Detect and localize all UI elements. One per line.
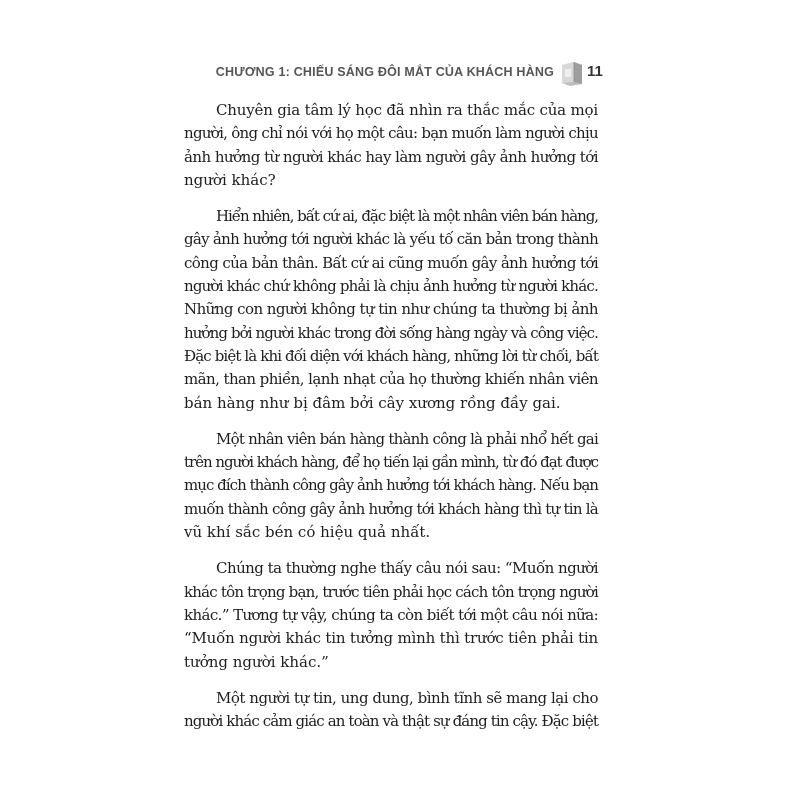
text-line: trên người khách hàng, để họ tiến lại gần mình, từ đó đạt được: [184, 453, 598, 472]
paragraph-1: [184, 99, 598, 192]
text-line: mục đích thành công gây ảnh hưởng tới khách hàng. Nếu bạn: [184, 476, 598, 495]
text-line: tưởng người khác.”: [184, 652, 329, 671]
text-line: ảnh hưởng từ người khác hay làm người gây ảnh hưởng tới: [184, 147, 598, 166]
text-line: muốn thành công gây ảnh hưởng tới khách hàng thì tự tin là: [184, 499, 598, 518]
page-number: 11: [587, 63, 603, 80]
text-line: Những con người không tự tin như chúng ta thường bị ảnh: [184, 300, 598, 319]
text-line: Đặc biệt là khi đối diện với khách hàng, những lời từ chối, bất: [184, 346, 598, 365]
text-line: khác.” Tương tự vậy, chúng ta còn biết tới một câu nói nữa:: [184, 605, 599, 624]
text-line: gây ảnh hưởng tới người khác là yếu tố căn bản trong thành: [184, 230, 599, 249]
text-line: Hiển nhiên, bất cứ ai, đặc biệt là một nhân viên bán hàng,: [216, 207, 598, 226]
paragraph-3: [184, 428, 598, 544]
text-line: khác tôn trọng bạn, trước tiên phải học cách tôn trọng người: [184, 582, 599, 601]
running-header: [0, 62, 790, 86]
body-text: [184, 99, 598, 746]
text-line: bán hàng như bị đâm bởi cây xương rồng đầy gai.: [184, 393, 561, 412]
text-line: “Muốn người khác tin tưởng mình thì trước tiên phải tin: [184, 629, 598, 648]
text-line: Chúng ta thường nghe thấy câu nói sau: “Muốn người: [216, 559, 599, 578]
text-line: vũ khí sắc bén có hiệu quả nhất.: [184, 523, 431, 542]
text-line: công của bản thân. Bất cứ ai cũng muốn gây ảnh hưởng tới: [184, 253, 598, 272]
paragraph-2: [184, 205, 598, 415]
text-line: Một nhân viên bán hàng thành công là phải nhổ hết gai: [216, 429, 599, 448]
book-icon: [560, 60, 584, 86]
text-line: hưởng bởi người khác trong đời sống hàng ngày và công việc.: [184, 323, 598, 342]
chapter-title: CHƯƠNG 1: CHIẾU SÁNG ĐÔI MẮT CỦA KHÁCH HÀNG: [215, 65, 554, 79]
text-line: người khác?: [184, 170, 276, 189]
paragraph-4: [184, 557, 598, 673]
paragraph-5: [184, 687, 598, 734]
text-line: người khác cảm giác an toàn và thật sự đáng tin cậy. Đặc biệt: [184, 712, 598, 731]
text-line: người khác chứ không phải là chịu ảnh hưởng từ người khác.: [184, 277, 598, 296]
text-line: Một người tự tin, ung dung, bình tĩnh sẽ mang lại cho: [216, 688, 598, 707]
text-line: mãn, than phiền, lạnh nhạt của họ thường khiến nhân viên: [184, 370, 599, 389]
text-line: người, ông chỉ nói với họ một câu: bạn muốn làm người chịu: [184, 124, 598, 143]
text-line: Chuyên gia tâm lý học đã nhìn ra thắc mắc của mọi: [216, 101, 598, 119]
